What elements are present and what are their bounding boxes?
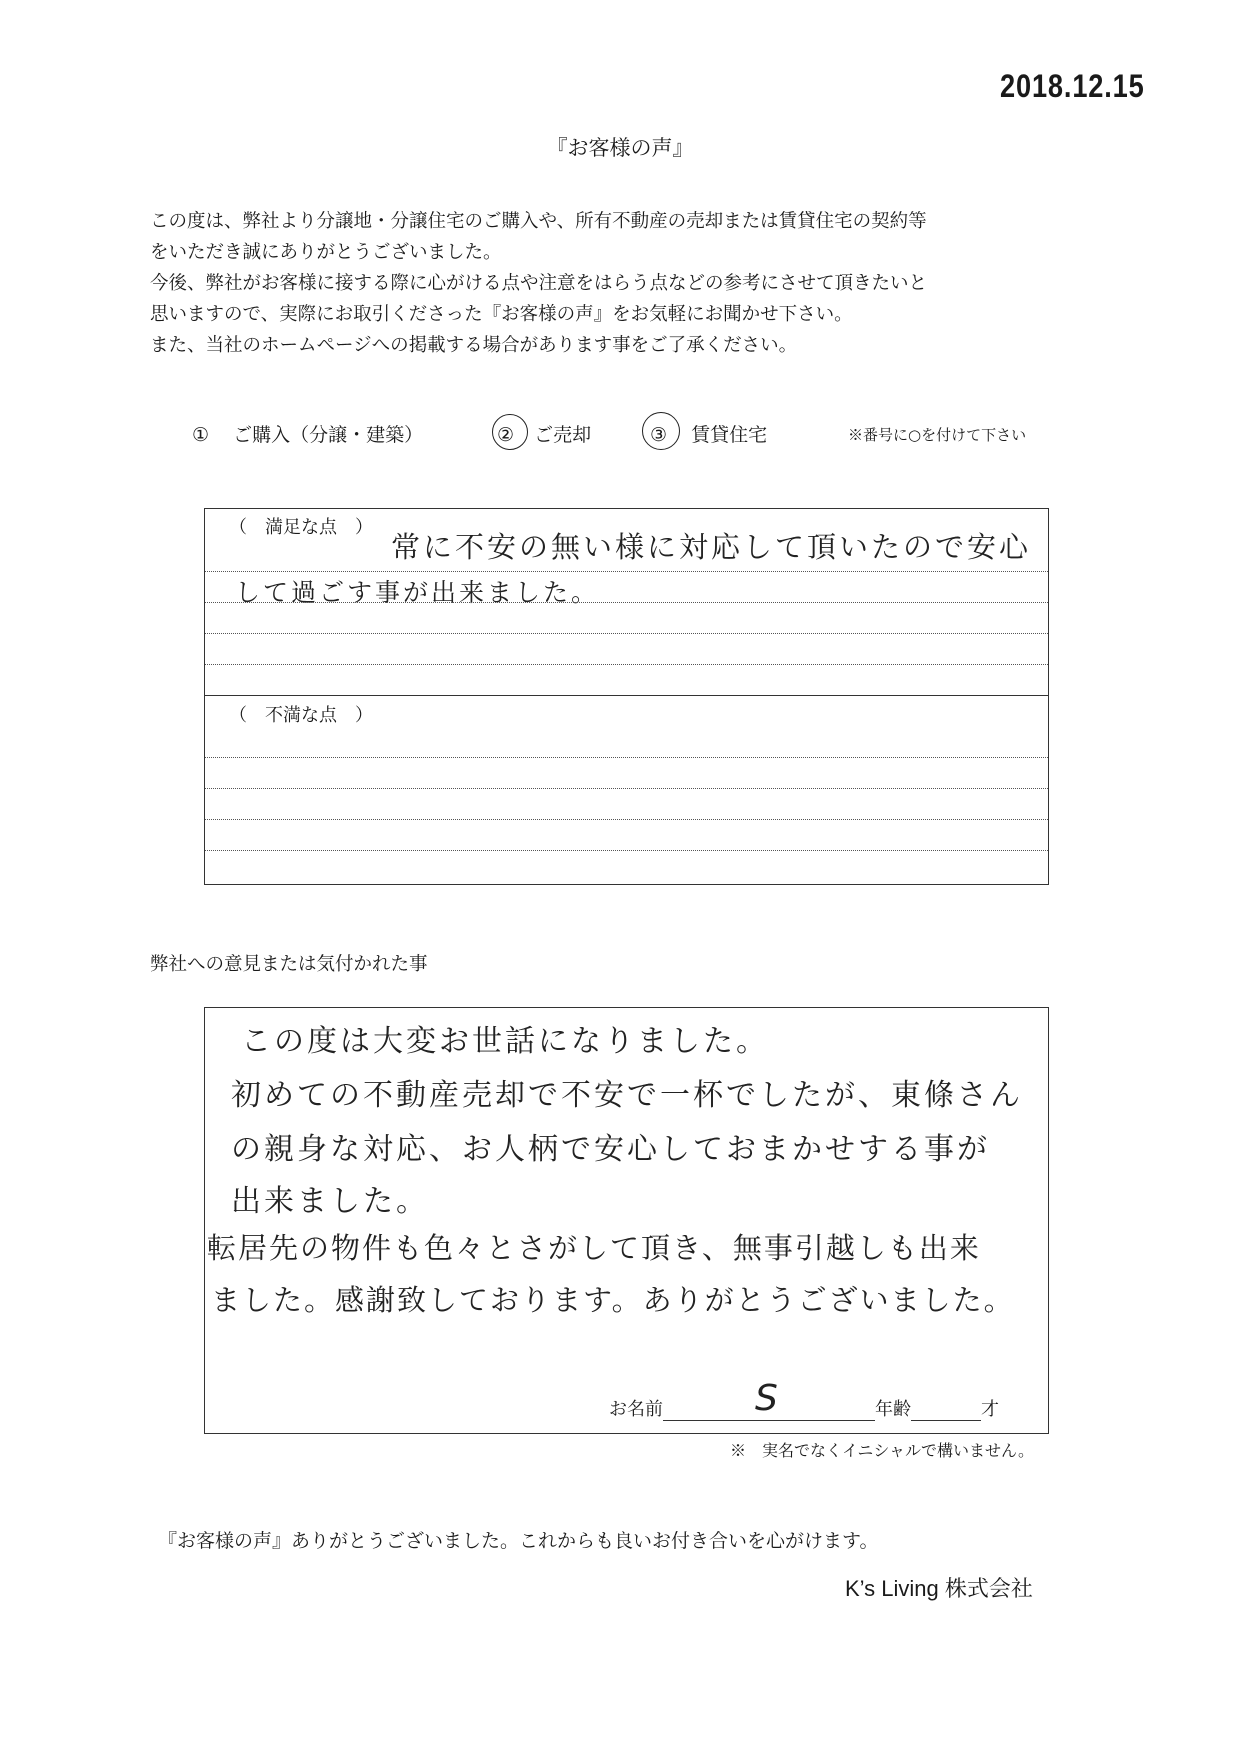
ruled-line [205, 757, 1048, 758]
name-value: S [755, 1378, 781, 1419]
date-stamp: 2018.12.15 [1000, 68, 1145, 104]
initial-note: ※ 実名でなくイニシャルで構いません。 [730, 1441, 1035, 1460]
intro-line: をいただき誠にありがとうございました。 [150, 242, 502, 263]
option-number: ② [497, 424, 515, 446]
age-label: 年齢 [875, 1399, 911, 1420]
opinion-section-label: 弊社への意見または気付かれた事 [150, 954, 428, 975]
age-unit: 才 [981, 1399, 999, 1420]
opinion-handwriting-line: 出来ました。 [231, 1184, 429, 1219]
options-note: ※番号に○を付けて下さい [848, 426, 1027, 444]
option-label: ご売却 [534, 424, 592, 446]
ruled-line [205, 788, 1048, 789]
handwritten-circle [492, 414, 528, 450]
opinion-handwriting-line: ました。感謝致しております。ありがとうございました。 [211, 1283, 1015, 1317]
intro-line: この度は、弊社より分譲地・分譲住宅のご購入や、所有不動産の売却または賃貸住宅の契約等 [150, 211, 927, 232]
name-field [663, 1378, 875, 1421]
opinion-box [204, 1007, 1049, 1434]
page-title: 『お客様の声』 [546, 136, 694, 160]
ruled-line [205, 602, 1048, 603]
intro-paragraph [150, 206, 1090, 361]
satisfied-label: （ 満足な点 ） [229, 517, 373, 538]
opinion-handwriting-line: この度は大変お世話になりました。 [241, 1024, 769, 1059]
satisfied-handwriting-line: して過ごす事が出来ました。 [235, 578, 600, 607]
age-field [911, 1398, 981, 1421]
dissatisfied-label: （ 不満な点 ） [229, 705, 373, 726]
name-label: お名前 [609, 1399, 663, 1420]
intro-line: また、当社のホームページへの掲載する場合があります事をご了承ください。 [150, 335, 798, 356]
option-number: ③ [650, 424, 668, 446]
satisfied-handwriting-line: 常に不安の無い様に対応して頂いたので安心 [391, 530, 1032, 564]
intro-line: 思いますので、実際にお取引くださった『お客様の声』をお気軽にお聞かせ下さい。 [150, 304, 853, 325]
ruled-line [205, 850, 1048, 851]
handwritten-circle [642, 412, 680, 450]
feedback-box [204, 508, 1049, 885]
signature-row [609, 1378, 999, 1421]
closing-text: 『お客様の声』ありがとうございました。これからも良いお付き合いを心がけます。 [158, 1530, 879, 1552]
opinion-handwriting-line: 転居先の物件も色々とさがして頂き、無事引越しも出来 [207, 1231, 981, 1265]
option-rental[interactable] [650, 420, 767, 447]
ruled-line [205, 819, 1048, 820]
ruled-line [205, 633, 1048, 634]
opinion-handwriting-line: 初めての不動産売却で不安で一杯でしたが、東條さん [231, 1078, 1023, 1113]
option-label: 賃貸住宅 [691, 424, 768, 446]
opinion-handwriting-line: の親身な対応、お人柄で安心しておまかせする事が [231, 1132, 990, 1167]
ruled-line [205, 664, 1048, 665]
option-purchase[interactable] [192, 420, 423, 447]
intro-line: 今後、弊社がお客様に接する際に心がける点や注意をはらう点などの参考にさせて頂きたいと [150, 273, 928, 294]
ruled-line [205, 571, 1048, 572]
section-divider [205, 695, 1048, 696]
option-label: ご購入（分譲・建築） [233, 424, 424, 446]
option-sale[interactable] [497, 420, 591, 447]
company-name: K’s Living 株式会社 [845, 1576, 1033, 1601]
option-number: ① [192, 424, 210, 446]
